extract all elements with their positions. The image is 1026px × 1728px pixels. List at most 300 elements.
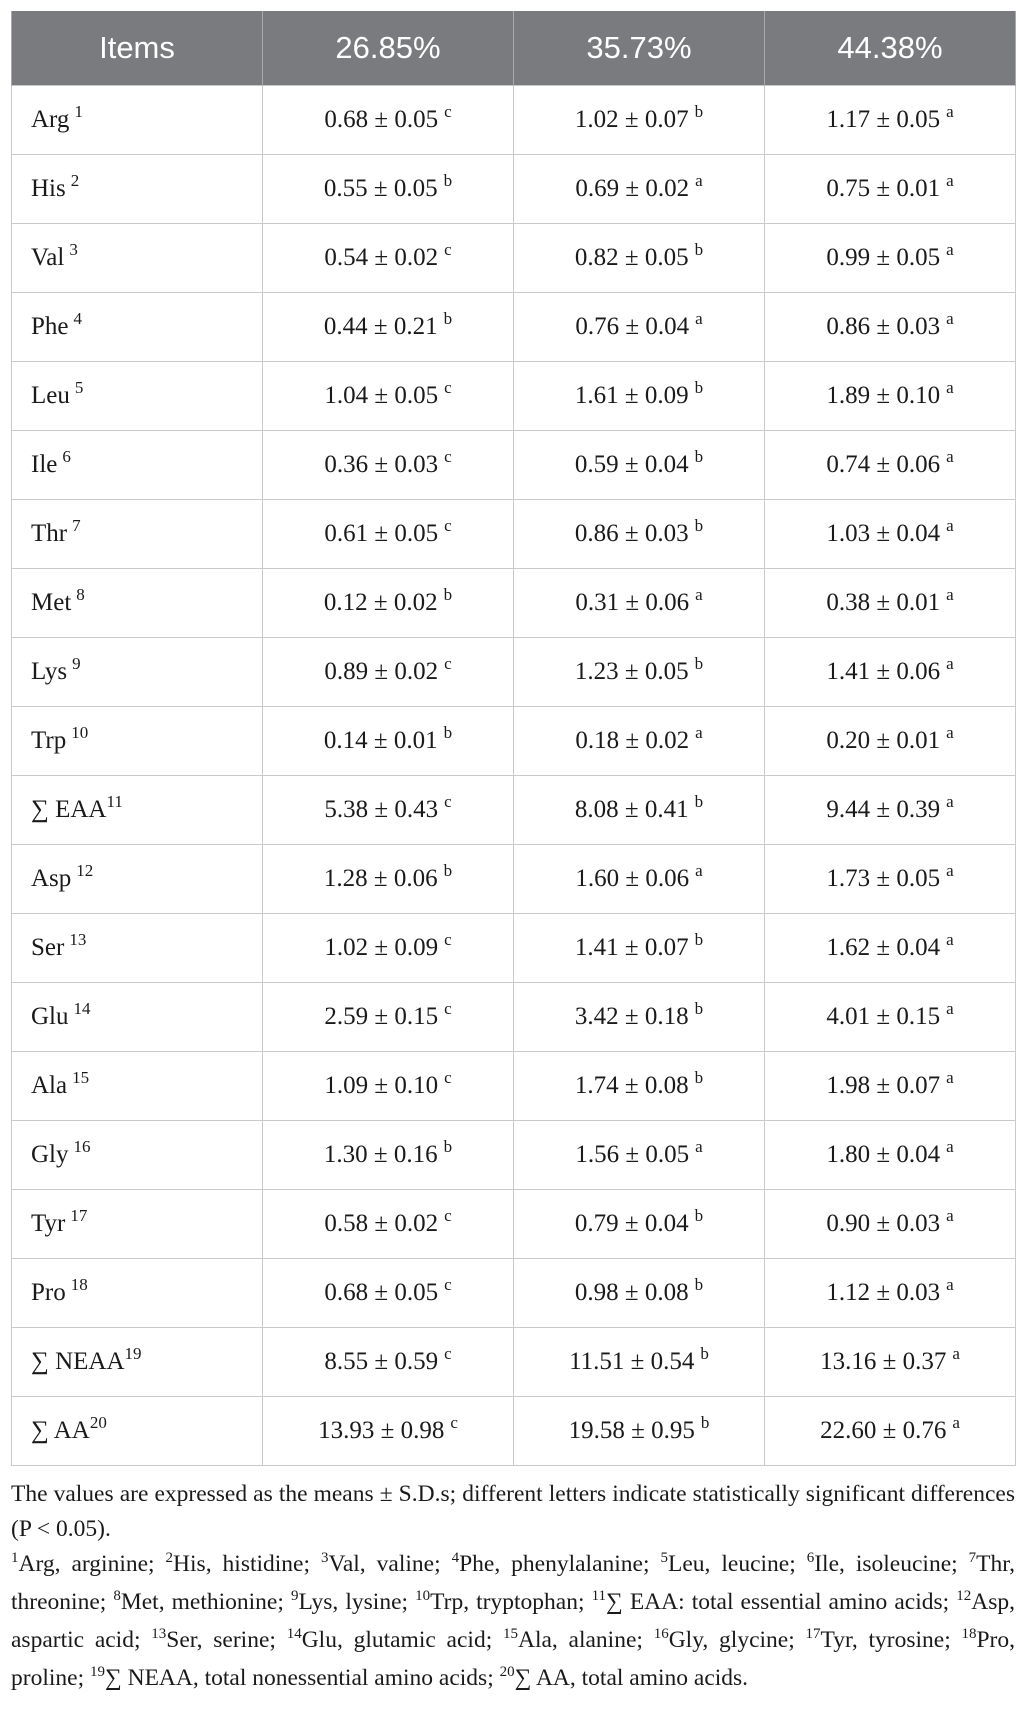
footnote-number: 14 bbox=[286, 1626, 302, 1642]
mean-sd-value: 0.68 ± 0.05 bbox=[324, 106, 439, 133]
mean-sd-value: 4.01 ± 0.15 bbox=[826, 1003, 941, 1030]
mean-sd-value: 0.44 ± 0.21 bbox=[323, 313, 438, 340]
footnote-number: 3 bbox=[320, 1550, 329, 1566]
mean-sd-value: 0.75 ± 0.01 bbox=[826, 175, 941, 202]
significance-letter: b bbox=[694, 1206, 704, 1225]
table-row bbox=[12, 86, 1016, 155]
footnote-ref: 19 bbox=[124, 1344, 142, 1363]
mean-sd-value: 1.09 ± 0.10 bbox=[324, 1072, 439, 1099]
item-label: Pro bbox=[31, 1279, 66, 1306]
footnote-statement: The values are expressed as the means ± S.D.s; different letters indicate statistically significant differences (P < 0.05). bbox=[11, 1481, 1015, 1542]
value-cell bbox=[765, 500, 1016, 569]
footnote-number: 4 bbox=[451, 1550, 460, 1566]
table-row bbox=[12, 224, 1016, 293]
value-cell bbox=[514, 155, 765, 224]
mean-sd-value: 8.08 ± 0.41 bbox=[574, 796, 689, 823]
mean-sd-value: 22.60 ± 0.76 bbox=[820, 1417, 947, 1444]
table-footnotes bbox=[11, 1477, 1015, 1699]
header-group-2: 35.73% bbox=[514, 11, 765, 86]
item-cell bbox=[12, 362, 263, 431]
significance-letter: a bbox=[946, 240, 954, 259]
footnote-definition: Phe, phenylalanine; bbox=[459, 1551, 661, 1577]
significance-letter: c bbox=[444, 654, 452, 673]
mean-sd-value: 0.36 ± 0.03 bbox=[324, 451, 439, 478]
value-cell bbox=[514, 1328, 765, 1397]
footnote-number: 7 bbox=[968, 1550, 977, 1566]
table-body bbox=[12, 86, 1016, 1466]
item-label: Phe bbox=[31, 313, 69, 340]
significance-letter: c bbox=[444, 1344, 452, 1363]
footnote-ref: 2 bbox=[70, 171, 80, 190]
footnote-number: 18 bbox=[961, 1626, 977, 1642]
footnote-number: 12 bbox=[956, 1588, 972, 1604]
table-row bbox=[12, 1121, 1016, 1190]
item-label: Asp bbox=[31, 865, 72, 892]
table-row bbox=[12, 293, 1016, 362]
table-row bbox=[12, 155, 1016, 224]
footnote-ref: 6 bbox=[62, 447, 71, 466]
mean-sd-value: 0.86 ± 0.03 bbox=[826, 313, 941, 340]
footnote-definition: Glu, glutamic acid; bbox=[301, 1627, 503, 1653]
significance-letter: a bbox=[946, 102, 954, 121]
footnote-definition: Pro, proline; bbox=[11, 1627, 1016, 1691]
item-label: Tyr bbox=[31, 1210, 66, 1237]
amino-acid-table bbox=[11, 11, 1016, 1466]
mean-sd-value: 0.76 ± 0.04 bbox=[575, 313, 690, 340]
item-cell bbox=[12, 224, 263, 293]
value-cell bbox=[765, 1397, 1016, 1466]
significance-letter: a bbox=[695, 723, 703, 742]
mean-sd-value: 0.55 ± 0.05 bbox=[323, 175, 438, 202]
mean-sd-value: 1.12 ± 0.03 bbox=[826, 1279, 941, 1306]
value-cell bbox=[263, 983, 514, 1052]
item-label: Ile bbox=[31, 451, 58, 478]
item-cell bbox=[12, 1259, 263, 1328]
value-cell bbox=[765, 776, 1016, 845]
footnote-definition: Thr, threonine; bbox=[11, 1551, 1015, 1615]
item-label: Ser bbox=[31, 934, 65, 961]
value-cell bbox=[514, 1397, 765, 1466]
significance-letter: b bbox=[443, 1137, 453, 1156]
footnote-number: 9 bbox=[290, 1588, 299, 1604]
mean-sd-value: 1.56 ± 0.05 bbox=[575, 1141, 690, 1168]
value-cell bbox=[514, 1259, 765, 1328]
item-cell bbox=[12, 293, 263, 362]
header-row bbox=[12, 11, 1016, 86]
item-cell bbox=[12, 1190, 263, 1259]
footnote-definition: Gly, glycine; bbox=[668, 1627, 806, 1653]
footnote-definition: Ile, isoleucine; bbox=[814, 1551, 969, 1577]
value-cell bbox=[263, 638, 514, 707]
value-cell bbox=[765, 638, 1016, 707]
value-cell bbox=[514, 1052, 765, 1121]
footnote-definition: Ser, serine; bbox=[166, 1627, 287, 1653]
significance-letter: b bbox=[694, 999, 704, 1018]
table-row bbox=[12, 707, 1016, 776]
mean-sd-value: 1.89 ± 0.10 bbox=[826, 382, 941, 409]
significance-letter: b bbox=[700, 1413, 710, 1432]
item-label: Arg bbox=[31, 106, 70, 133]
value-cell bbox=[514, 293, 765, 362]
mean-sd-value: 13.93 ± 0.98 bbox=[318, 1417, 445, 1444]
value-cell bbox=[263, 1190, 514, 1259]
value-cell bbox=[514, 983, 765, 1052]
footnote-definition: Tyr, tyrosine; bbox=[820, 1627, 962, 1653]
table-row bbox=[12, 362, 1016, 431]
significance-letter: b bbox=[694, 1068, 704, 1087]
mean-sd-value: 0.61 ± 0.05 bbox=[324, 520, 439, 547]
mean-sd-value: 19.58 ± 0.95 bbox=[568, 1417, 695, 1444]
significance-letter: b bbox=[443, 585, 453, 604]
item-label: Lys bbox=[31, 658, 68, 685]
footnote-number: 17 bbox=[805, 1626, 821, 1642]
item-label: Met bbox=[31, 589, 72, 616]
table-row bbox=[12, 914, 1016, 983]
mean-sd-value: 0.54 ± 0.02 bbox=[324, 244, 439, 271]
value-cell bbox=[263, 1328, 514, 1397]
mean-sd-value: 1.28 ± 0.06 bbox=[323, 865, 438, 892]
mean-sd-value: 5.38 ± 0.43 bbox=[324, 796, 439, 823]
significance-letter: a bbox=[946, 1068, 954, 1087]
mean-sd-value: 1.60 ± 0.06 bbox=[575, 865, 690, 892]
mean-sd-value: 0.38 ± 0.01 bbox=[826, 589, 941, 616]
item-label: Glu bbox=[31, 1003, 69, 1030]
item-cell bbox=[12, 914, 263, 983]
value-cell bbox=[514, 86, 765, 155]
footnote-number: 20 bbox=[499, 1664, 515, 1680]
mean-sd-value: 0.20 ± 0.01 bbox=[826, 727, 941, 754]
value-cell bbox=[765, 431, 1016, 500]
value-cell bbox=[765, 983, 1016, 1052]
footnote-ref: 18 bbox=[70, 1275, 88, 1294]
significance-letter: c bbox=[444, 930, 452, 949]
mean-sd-value: 0.89 ± 0.02 bbox=[324, 658, 439, 685]
mean-sd-value: 0.12 ± 0.02 bbox=[323, 589, 438, 616]
significance-letter: a bbox=[946, 861, 954, 880]
footnote-ref: 13 bbox=[69, 930, 87, 949]
value-cell bbox=[263, 569, 514, 638]
significance-letter: c bbox=[444, 999, 452, 1018]
value-cell bbox=[514, 569, 765, 638]
value-cell bbox=[765, 362, 1016, 431]
mean-sd-value: 0.31 ± 0.06 bbox=[575, 589, 690, 616]
mean-sd-value: 1.04 ± 0.05 bbox=[324, 382, 439, 409]
value-cell bbox=[514, 500, 765, 569]
significance-letter: a bbox=[946, 1206, 954, 1225]
mean-sd-value: 0.74 ± 0.06 bbox=[826, 451, 941, 478]
significance-letter: c bbox=[444, 792, 452, 811]
significance-letter: a bbox=[946, 378, 954, 397]
footnote-ref: 20 bbox=[89, 1413, 107, 1432]
mean-sd-value: 1.80 ± 0.04 bbox=[826, 1141, 941, 1168]
value-cell bbox=[765, 1190, 1016, 1259]
footnote-number: 15 bbox=[502, 1626, 518, 1642]
mean-sd-value: 0.69 ± 0.02 bbox=[575, 175, 690, 202]
mean-sd-value: 1.23 ± 0.05 bbox=[574, 658, 689, 685]
value-cell bbox=[765, 1328, 1016, 1397]
footnote-number: 19 bbox=[89, 1664, 105, 1680]
footnote-ref: 5 bbox=[74, 378, 84, 397]
footnote-ref: 8 bbox=[76, 585, 85, 604]
table-row bbox=[12, 1259, 1016, 1328]
significance-letter: b bbox=[443, 861, 453, 880]
footnote-ref: 15 bbox=[72, 1068, 90, 1087]
footnote-definition: Ala, alanine; bbox=[517, 1627, 654, 1653]
significance-letter: c bbox=[444, 516, 452, 535]
footnote-definition: Met, methionine; bbox=[120, 1589, 291, 1615]
footnote-definition: ∑ NEAA, total nonessential amino acids; bbox=[104, 1665, 500, 1691]
footnote-ref: 12 bbox=[76, 861, 94, 880]
footnote-ref: 11 bbox=[106, 792, 123, 811]
mean-sd-value: 3.42 ± 0.18 bbox=[574, 1003, 689, 1030]
footnote-definition: Arg, arginine; bbox=[18, 1551, 166, 1577]
item-cell bbox=[12, 155, 263, 224]
value-cell bbox=[514, 362, 765, 431]
item-label: Trp bbox=[31, 727, 67, 754]
item-label: ∑ NEAA bbox=[31, 1348, 125, 1375]
significance-letter: a bbox=[946, 654, 954, 673]
item-label: Gly bbox=[31, 1141, 69, 1168]
table-row bbox=[12, 1328, 1016, 1397]
table-row bbox=[12, 1190, 1016, 1259]
footnote-ref: 4 bbox=[73, 309, 82, 328]
value-cell bbox=[765, 707, 1016, 776]
value-cell bbox=[263, 155, 514, 224]
table-row bbox=[12, 500, 1016, 569]
mean-sd-value: 0.68 ± 0.05 bbox=[324, 1279, 439, 1306]
footnote-ref: 9 bbox=[72, 654, 81, 673]
significance-letter: b bbox=[694, 792, 704, 811]
significance-letter: b bbox=[694, 240, 704, 259]
value-cell bbox=[514, 1190, 765, 1259]
value-cell bbox=[263, 845, 514, 914]
mean-sd-value: 1.61 ± 0.09 bbox=[574, 382, 689, 409]
significance-letter: a bbox=[946, 792, 954, 811]
mean-sd-value: 0.14 ± 0.01 bbox=[323, 727, 438, 754]
value-cell bbox=[263, 293, 514, 362]
significance-letter: c bbox=[444, 1275, 452, 1294]
footnote-definition: ∑ AA, total amino acids. bbox=[514, 1665, 749, 1691]
item-cell bbox=[12, 776, 263, 845]
value-cell bbox=[514, 224, 765, 293]
significance-letter: b bbox=[694, 930, 704, 949]
table-row bbox=[12, 569, 1016, 638]
value-cell bbox=[263, 362, 514, 431]
table-row bbox=[12, 845, 1016, 914]
item-label: Val bbox=[31, 244, 65, 271]
value-cell bbox=[514, 1121, 765, 1190]
footnote-number: 1 bbox=[11, 1550, 19, 1566]
table-row bbox=[12, 1397, 1016, 1466]
item-cell bbox=[12, 1328, 263, 1397]
mean-sd-value: 0.98 ± 0.08 bbox=[574, 1279, 689, 1306]
significance-letter: a bbox=[946, 309, 954, 328]
mean-sd-value: 0.59 ± 0.04 bbox=[574, 451, 689, 478]
mean-sd-value: 0.82 ± 0.05 bbox=[574, 244, 689, 271]
significance-letter: b bbox=[443, 723, 453, 742]
value-cell bbox=[765, 569, 1016, 638]
item-cell bbox=[12, 845, 263, 914]
table-row bbox=[12, 983, 1016, 1052]
significance-letter: c bbox=[444, 447, 452, 466]
footnote-number: 11 bbox=[591, 1588, 607, 1604]
footnote-number: 10 bbox=[415, 1588, 431, 1604]
value-cell bbox=[765, 845, 1016, 914]
footnote-ref: 17 bbox=[70, 1206, 88, 1225]
significance-letter: c bbox=[444, 240, 452, 259]
item-label: ∑ AA bbox=[31, 1417, 90, 1444]
mean-sd-value: 1.62 ± 0.04 bbox=[826, 934, 941, 961]
mean-sd-value: 1.98 ± 0.07 bbox=[826, 1072, 941, 1099]
mean-sd-value: 2.59 ± 0.15 bbox=[324, 1003, 439, 1030]
item-label: Leu bbox=[31, 382, 70, 409]
value-cell bbox=[263, 86, 514, 155]
header-group-1: 26.85% bbox=[263, 11, 514, 86]
mean-sd-value: 0.58 ± 0.02 bbox=[324, 1210, 439, 1237]
value-cell bbox=[263, 1397, 514, 1466]
item-cell bbox=[12, 1121, 263, 1190]
value-cell bbox=[765, 224, 1016, 293]
footnote-definition: Val, valine; bbox=[328, 1551, 452, 1577]
item-label: His bbox=[31, 175, 66, 202]
significance-letter: c bbox=[444, 1206, 452, 1225]
significance-letter: a bbox=[952, 1413, 960, 1432]
significance-letter: a bbox=[695, 309, 703, 328]
footnote-number: 8 bbox=[113, 1588, 121, 1604]
footnote-number: 16 bbox=[653, 1626, 669, 1642]
footnote-number: 5 bbox=[660, 1550, 668, 1566]
significance-letter: a bbox=[695, 861, 703, 880]
significance-letter: c bbox=[444, 378, 452, 397]
mean-sd-value: 0.86 ± 0.03 bbox=[574, 520, 689, 547]
significance-letter: b bbox=[694, 102, 704, 121]
footnote-ref: 10 bbox=[71, 723, 89, 742]
value-cell bbox=[514, 914, 765, 983]
significance-letter: b bbox=[694, 1275, 704, 1294]
significance-letter: a bbox=[946, 171, 954, 190]
mean-sd-value: 1.41 ± 0.07 bbox=[574, 934, 689, 961]
significance-letter: a bbox=[946, 999, 954, 1018]
value-cell bbox=[263, 914, 514, 983]
value-cell bbox=[263, 1052, 514, 1121]
significance-letter: b bbox=[443, 171, 453, 190]
significance-letter: c bbox=[444, 102, 452, 121]
significance-letter: c bbox=[450, 1413, 458, 1432]
mean-sd-value: 1.30 ± 0.16 bbox=[323, 1141, 438, 1168]
item-cell bbox=[12, 569, 263, 638]
item-label: ∑ EAA bbox=[31, 796, 107, 823]
significance-letter: a bbox=[695, 1137, 703, 1156]
item-cell bbox=[12, 983, 263, 1052]
value-cell bbox=[765, 914, 1016, 983]
significance-letter: b bbox=[443, 309, 453, 328]
footnote-definition: ∑ EAA: total essential amino acids; bbox=[606, 1589, 957, 1615]
mean-sd-value: 1.17 ± 0.05 bbox=[826, 106, 941, 133]
footnote-number: 13 bbox=[151, 1626, 167, 1642]
significance-letter: a bbox=[946, 723, 954, 742]
value-cell bbox=[263, 500, 514, 569]
value-cell bbox=[514, 845, 765, 914]
footnote-definition: Lys, lysine; bbox=[298, 1589, 416, 1615]
value-cell bbox=[514, 431, 765, 500]
footnote-definition: Trp, tryptophan; bbox=[430, 1589, 592, 1615]
value-cell bbox=[765, 155, 1016, 224]
mean-sd-value: 0.90 ± 0.03 bbox=[826, 1210, 941, 1237]
significance-letter: a bbox=[952, 1344, 960, 1363]
table-row bbox=[12, 1052, 1016, 1121]
value-cell bbox=[514, 707, 765, 776]
mean-sd-value: 9.44 ± 0.39 bbox=[826, 796, 941, 823]
item-cell bbox=[12, 1052, 263, 1121]
footnote-ref: 1 bbox=[74, 102, 83, 121]
item-label: Thr bbox=[31, 520, 68, 547]
significance-letter: a bbox=[946, 447, 954, 466]
value-cell bbox=[765, 293, 1016, 362]
mean-sd-value: 1.41 ± 0.06 bbox=[826, 658, 941, 685]
footnote-abbreviations bbox=[11, 1547, 1015, 1699]
significance-letter: b bbox=[694, 378, 704, 397]
significance-letter: a bbox=[946, 516, 954, 535]
footnote-ref: 3 bbox=[69, 240, 78, 259]
value-cell bbox=[514, 776, 765, 845]
value-cell bbox=[765, 1052, 1016, 1121]
mean-sd-value: 1.73 ± 0.05 bbox=[826, 865, 941, 892]
value-cell bbox=[765, 1121, 1016, 1190]
value-cell bbox=[514, 638, 765, 707]
value-cell bbox=[263, 707, 514, 776]
mean-sd-value: 1.74 ± 0.08 bbox=[574, 1072, 689, 1099]
significance-letter: a bbox=[946, 1275, 954, 1294]
significance-letter: a bbox=[695, 585, 703, 604]
mean-sd-value: 0.79 ± 0.04 bbox=[574, 1210, 689, 1237]
mean-sd-value: 0.18 ± 0.02 bbox=[575, 727, 690, 754]
value-cell bbox=[263, 776, 514, 845]
item-cell bbox=[12, 1397, 263, 1466]
table-row bbox=[12, 776, 1016, 845]
item-cell bbox=[12, 638, 263, 707]
significance-letter: b bbox=[700, 1344, 709, 1363]
mean-sd-value: 8.55 ± 0.59 bbox=[324, 1348, 439, 1375]
footnote-number: 6 bbox=[806, 1550, 815, 1566]
mean-sd-value: 1.02 ± 0.07 bbox=[574, 106, 689, 133]
value-cell bbox=[765, 86, 1016, 155]
significance-letter: b bbox=[694, 447, 704, 466]
footnote-ref: 7 bbox=[72, 516, 81, 535]
table-container bbox=[11, 11, 1015, 1699]
item-cell bbox=[12, 431, 263, 500]
header-items: Items bbox=[12, 11, 263, 86]
footnote-ref: 14 bbox=[73, 999, 91, 1018]
value-cell bbox=[263, 224, 514, 293]
significance-letter: a bbox=[946, 930, 954, 949]
item-cell bbox=[12, 500, 263, 569]
mean-sd-value: 11.51 ± 0.54 bbox=[569, 1348, 695, 1375]
significance-letter: a bbox=[695, 171, 703, 190]
mean-sd-value: 1.03 ± 0.04 bbox=[826, 520, 941, 547]
header-group-3: 44.38% bbox=[765, 11, 1016, 86]
item-label: Ala bbox=[31, 1072, 68, 1099]
item-cell bbox=[12, 707, 263, 776]
significance-letter: a bbox=[946, 1137, 954, 1156]
significance-letter: c bbox=[444, 1068, 452, 1087]
table-row bbox=[12, 638, 1016, 707]
table-row bbox=[12, 431, 1016, 500]
value-cell bbox=[263, 1259, 514, 1328]
mean-sd-value: 0.99 ± 0.05 bbox=[826, 244, 941, 271]
item-cell bbox=[12, 86, 263, 155]
footnote-definition: Leu, leucine; bbox=[667, 1551, 807, 1577]
mean-sd-value: 1.02 ± 0.09 bbox=[324, 934, 439, 961]
